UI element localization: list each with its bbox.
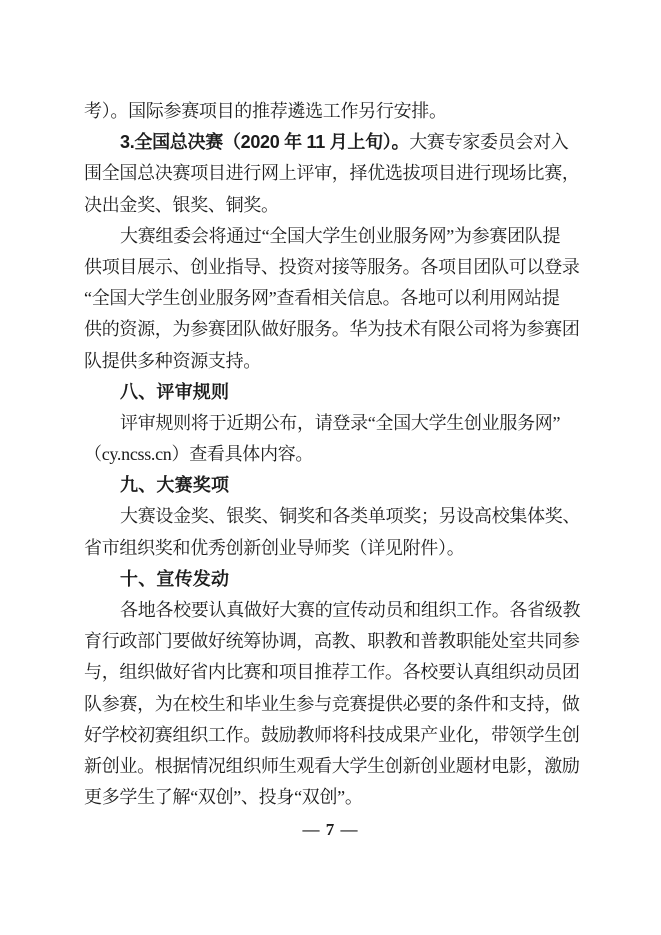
text-line: （cy.ncss.cn）查看具体内容。 [84,444,314,465]
text-line: 队提供多种资源支持。 [84,350,261,371]
text-line: 与，组织做好省内比赛和项目推荐工作。各校要认真组织动员团 [84,662,580,683]
text-line: 评审规则将于近期公布，请登录“全国大学生创业服务网” [120,412,561,433]
page-number: — 7 — [302,820,359,839]
text-line: 更多学生了解“双创”、投身“双创”。 [84,787,363,808]
text-line [84,127,584,158]
text-line: 育行政部门要做好统筹协调，高教、职教和普教职能处室共同参 [84,631,580,652]
text-line: 好学校初赛组织工作。鼓励教师将科技成果产业化，带领学生创 [84,724,580,745]
bold-lead-text: 3.全国总决赛（2020 年 11 月上旬）。 [120,132,410,153]
text-line: 供项目展示、创业指导、投资对接等服务。各项目团队可以登录 [84,256,580,277]
document-body [84,96,584,813]
text-line: 围全国总决赛项目进行网上评审，择优选拔项目进行现场比赛， [84,163,580,184]
section-heading: 九、大赛奖项 [120,475,230,496]
text-line: 新创业。根据情况组织师生观看大学生创新创业题材电影，激励 [84,755,580,776]
text-line: 各地各校要认真做好大赛的宣传动员和组织工作。各省级教 [120,600,581,620]
text-line: 考）。国际参赛项目的推荐遴选工作另行安排。 [84,101,447,121]
section-heading: 十、宣传发动 [120,568,230,589]
text-line: 大赛组委会将通过“全国大学生创业服务网”为参赛团队提 [120,225,561,246]
text-line: 决出金奖、银奖、铜奖。 [84,194,279,215]
text-line: 省市组织奖和优秀创新创业导师奖（详见附件）。 [84,537,465,558]
section-heading: 八、评审规则 [120,381,230,402]
text-line: 队参赛，为在校生和毕业生参与竞赛提供必要的条件和支持，做 [84,693,580,714]
line-text: 大赛专家委员会对入 [409,132,569,153]
text-line: 供的资源，为参赛团队做好服务。华为技术有限公司将为参赛团 [84,319,580,340]
text-line: 大赛设金奖、银奖、铜奖和各类单项奖；另设高校集体奖、 [120,506,581,527]
text-line: “全国大学生创业服务网”查看相关信息。各地可以利用网站提 [84,288,560,309]
